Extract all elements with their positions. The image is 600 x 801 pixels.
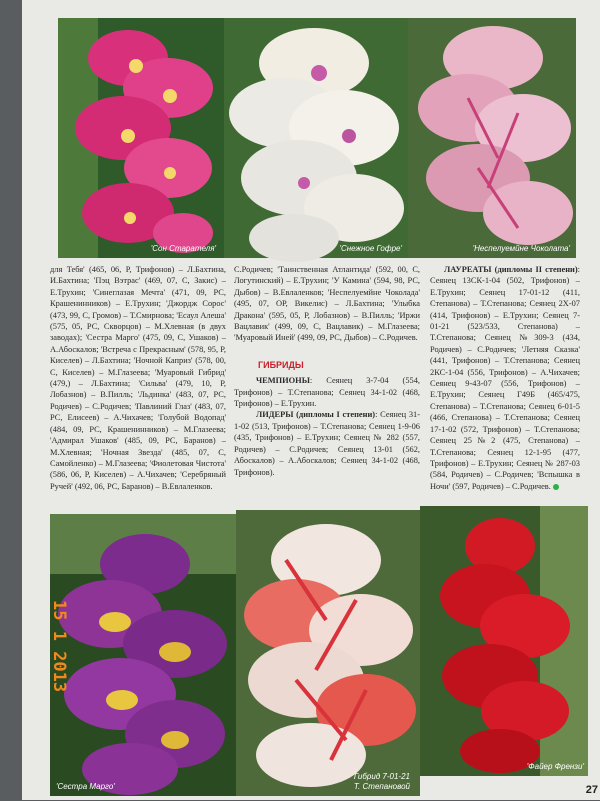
photo-red-gladiolus [420, 506, 588, 776]
end-mark-icon [553, 484, 559, 490]
caption-sestra-margo: 'Сестра Марго' [56, 782, 115, 792]
text-column-1 [50, 264, 226, 492]
photo-pink-white-gladiolus [408, 18, 576, 258]
text-column-3 [430, 264, 580, 492]
date-stamp-text: 15 1 2013 [49, 600, 69, 693]
magazine-page [22, 0, 600, 800]
champions-text: : Сеянец 3-7-04 (554, Трифонов) – Т.Степанова; Сеянец 34-1-02 (468, Трифонов) – Е.Трухин. [234, 376, 420, 409]
column-1-text: для Тебя' (465, 06, Р, Трифонов) – Л.Бахтина, И.Бахтина; 'Пэц Вэтрас' (469, 07, С, Закис) – Е.Трухин; 'Синеглазая Мечта' (471, 09, РС, Крашенинников) – Е.Трухин; 'Джордж Сорос' (473, 99, С, Громов) – Т.Смирнова; 'Есаул Алеша' (575, 05, РС, Скворцов) – М.Хлевная (в двух заводах); 'Сестра Марго' (475, 09, С, Ушаков) – А.Абоскалов; 'Встреча с Прекрасным' (578, 95, Р, Киселев) – Л.Бахтина; 'Ночной Каприз' (578, 00, С, Киселев) – М.Глазеева; 'Муаровый Гибрид' (479,) – Л.Бахтина; 'Сильва' (479, 10, Р, Лобазнов) – В.Пилль; 'Льдинка' (483, 07, РС, Родичев) – С.Родичев; 'Павлиний Глаз' (483, 07, РС, Елисеев) – А.Чихачев; 'Голубой Водопад' (484, 09, РС, Крашенинников) – М.Глазеева; 'Адмирал Ушаков' (485, 09, РС, Баранов) – М.Хлевная; 'Ночная Звезда' (485, 07, С, Самойленко) – М.Глазеева; 'Фиолетовая Чистота' (586, 06, Р, Киселев) – А.Чихачев; 'Серебряный Ручей' (492, 06, РС, Баранов) – В.Евлаленков. [50, 265, 226, 491]
leaders-label: ЛИДЕРЫ (дипломы I степени) [256, 410, 376, 420]
caption-fayer-frenzi: 'Файер Френзи' [526, 762, 584, 772]
champions-label: ЧЕМПИОНЫ [256, 376, 310, 386]
caption-son-staratelya: 'Сон Старателя' [150, 244, 216, 254]
column-2-text: С.Родичев; 'Таинственная Атлантида' (592, 00, С, Логутинский) – Е.Трухин; 'У Камина' (594, 98, РС, Дыбов) – В.Евлаленков; 'Неспелуемйне Чоколада' (495, 07, ОР, Викелис) – Л.Бахтина; 'Улыбка Дракона' (595, 05, Р, Лобазнов) – В.Пилль; 'Иржи Вацлавик' (499, 09, С, Вацлавик) – М.Глазеева; 'Муаровый Иней' (499, 09, РС, Дыбов) – С.Родичев. [234, 265, 420, 343]
leaders-text: : Сеянец 31-1-02 (513, Трифонов) – Т.Степанова; Сеянец 1-9-06 (435, Трифонов) – Е.Трухин; Сеянец № 282 (557, Родичев) – С.Родичев; Сеянец 13-01 (562, Абоскалов) – А.Абоскалов; Сеянец 34-1-02 (468, Трифонов). [234, 410, 420, 477]
caption-hybrid-line1: Гибрид 7-01-21 [353, 772, 410, 782]
hybrids-heading: ГИБРИДЫ [258, 359, 304, 370]
laureates-text: : Сеянец 13СК-1-04 (502, Трифонов) – Е.Трухин; Сеянец 17-01-12 (411, Степанова) – Т.Степанова; Сеянец 2Х-07 (414, Трифонов) – Е.Трухин; Сеянец 7-01-21 (523/533, Степанова) – Т.Степанова; Сеянец №309-3 (434, Родичев) – С.Родичев; 'Летняя Сказка' (441, Трифонов) – Т.Степанова; Сеянец 2КС-1-04 (556, Трифонов) – А.Чихачев; Сеянец 9-43-07 (556, Трифонов) – Е.Трухин; Сеянец Г49Б (465/475, Степанова) – Т.Степанова; Сеянец 6-01-5 (466, Степанова) – Т.Степанова; Сеянец 17-1-02 (572, Трифонов) – Т.Степанова; Сеянец 25№2 (475, Степанова) – Т.Степанова; Сеянец 12-1-95 (477, Трифонов) – Е.Трухин; Сеянец № 287-03 (584, Родичев) – С.Родичев; 'Вспышка в Ночи' (597, Родичев) – С.Родичев. [430, 265, 580, 491]
date-stamp [32, 598, 69, 724]
caption-hybrid-line2: Т. Степановой [353, 782, 410, 792]
laureates-heading: ЛАУРЕАТЫ (дипломы II степени) [444, 265, 578, 274]
caption-snezhnoe-gofre: 'Снежное Гофре' [339, 244, 402, 254]
page-number: 27 [585, 784, 598, 796]
photo-white-gladiolus [224, 18, 408, 258]
caption-nespeluemyne-chokolata: 'Неспелуемйне Чоколата' [472, 244, 570, 254]
photo-red-white-gladiolus [236, 510, 420, 796]
text-column-2 [234, 264, 420, 478]
photo-pink-gladiolus [58, 18, 224, 258]
photo-purple-gladiolus [50, 514, 236, 796]
